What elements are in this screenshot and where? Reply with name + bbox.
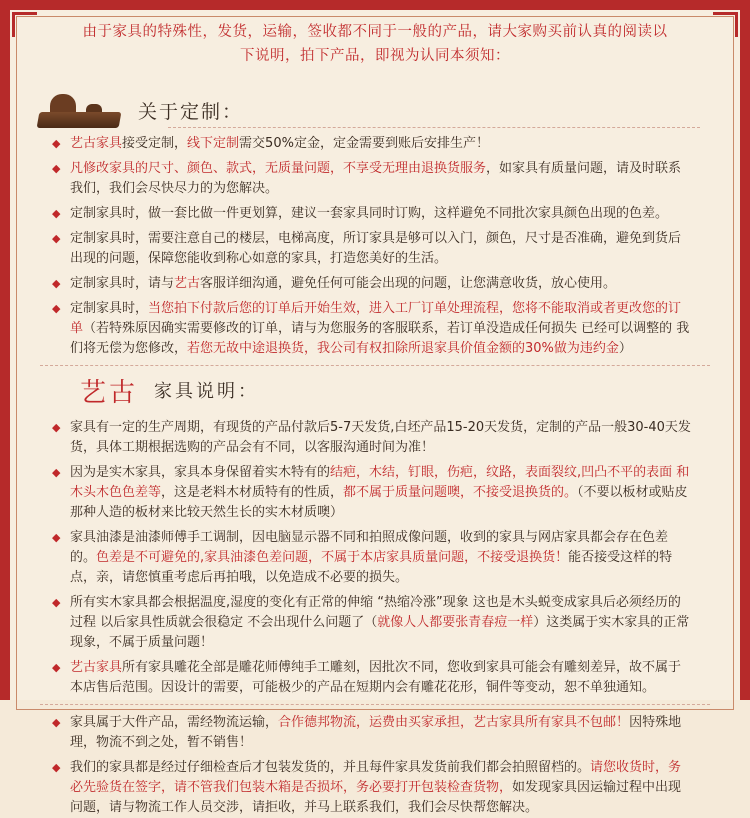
highlight-text: 合作德邦物流，运费由买家承担， bbox=[278, 715, 474, 730]
rule-item bbox=[52, 713, 692, 753]
diamond-bullet-icon: ◆ bbox=[52, 466, 61, 479]
corner-ornament-right bbox=[713, 12, 738, 37]
rule-text: （不要以板材或贴皮那种人造的板材来比较天然生长的实木材质噢） bbox=[70, 485, 688, 520]
intro-line-1: 由于家具的特殊性，发货，运输，签收都不同于一般的产品，请大家购买前认真的阅读以 bbox=[82, 24, 668, 40]
brand-name: 艺古 bbox=[174, 276, 201, 291]
rule-text: 定制家具时，请与 bbox=[70, 276, 175, 291]
furniture-section-title: 家具说明： bbox=[154, 381, 260, 402]
custom-section-title: 关于定制： bbox=[138, 101, 244, 123]
highlight-text: 就像人人都要张青春痘一样 bbox=[377, 615, 534, 630]
rule-text: 家具属于大件产品，需经物流运输， bbox=[70, 715, 279, 730]
rule-text: 定制家具时， bbox=[70, 301, 149, 316]
rule-item bbox=[52, 658, 692, 698]
rule-text: ）这类属于实木家具的正常现象，不属于质量问题！ bbox=[70, 615, 690, 650]
rule-text: 因为是实木家具，家具本身保留着实木特有的 bbox=[70, 465, 331, 480]
rule-text: 因特殊地理，物流不到之处，暂不销售！ bbox=[70, 715, 682, 750]
diamond-bullet-icon: ◆ bbox=[52, 421, 61, 434]
rule-text: 家具油漆是油漆师傅手工调制，因电脑显示器不同和拍照成像问题，收到的家具与网店家具都会存在色差的。 bbox=[70, 530, 669, 565]
highlight-text: 都不属于质量问题噢，不接受退换货的。 bbox=[343, 485, 578, 500]
highlight-text: 当您拍下付款后您的订单后开始生效，进入工厂订单处理流程，您将不能取消或者更改您的订单 bbox=[70, 301, 682, 336]
rule-text: （若特殊原因确实需要修改的订单，请与为您服务的客服联系，若订单没造成任何损失 已经可以调整的 我们将无偿为您修改， bbox=[70, 321, 690, 356]
brand-name: 艺古 bbox=[473, 715, 500, 730]
rule-text: 所有实木家具都会根据温度,湿度的变化有正常的伸缩 “热缩冷涨”现象 这也是木头蜕变成家具后必须经历的过程 以后家具性质就会很稳定 不会出现什么问题了（ bbox=[70, 595, 681, 630]
rule-text: 客服详细沟通，避免任何可能会出现的问题，让您满意收货，放心使用。 bbox=[200, 276, 617, 291]
diamond-bullet-icon: ◆ bbox=[52, 162, 61, 175]
intro-notice bbox=[70, 20, 680, 68]
diamond-bullet-icon: ◆ bbox=[52, 207, 61, 220]
brand-name: 艺古家具 bbox=[70, 136, 123, 151]
rule-text: ，如家具有质量问题，请及时联系我们，我们会尽快尽力的为您解决。 bbox=[70, 161, 682, 196]
highlight-text: 结疤，木结，钉眼，伤疤，纹路，表面裂纹,凹凸不平的表面 和木头木色色差等 bbox=[70, 465, 690, 500]
diamond-bullet-icon: ◆ bbox=[52, 137, 61, 150]
furniture-section-header bbox=[80, 366, 740, 414]
rule-text: ，这是老料木材质特有的性质， bbox=[161, 485, 344, 500]
intro-line-2: 下说明，拍下产品，即视为认同本须知： bbox=[240, 48, 510, 64]
diamond-bullet-icon: ◆ bbox=[52, 716, 61, 729]
corner-ornament-left bbox=[12, 12, 37, 37]
rule-text: 家具有一定的生产周期，有现货的产品付款后5-7天发货,白坯产品15-20天发货，定制的产品一般30-40天发货，具体工期根据选购的产品会有不同，以客服沟通时间为准！ bbox=[70, 420, 691, 455]
rule-text: 定制家具时，需要注意自己的楼层，电梯高度，所订家具是够可以入门，颜色，尺寸是否准确，避免到货后出现的问题，保障您能收到称心如意的家具，打造您美好的生活。 bbox=[70, 231, 682, 266]
diamond-bullet-icon: ◆ bbox=[52, 661, 61, 674]
highlight-text: 若您无故中途退换货，我公司有权扣除所退家具价值金额的30%做为违约金 bbox=[187, 341, 619, 356]
rule-item bbox=[52, 758, 692, 818]
rule-item bbox=[52, 204, 692, 224]
custom-rules-list bbox=[10, 134, 740, 359]
rule-text: 接受定制， bbox=[122, 136, 188, 151]
section-divider bbox=[40, 704, 710, 705]
shipping-rules-list bbox=[10, 713, 740, 818]
highlight-text: 线下定制 bbox=[187, 136, 240, 151]
rule-text: 能否接受这样的特点，亲，请您慎重考虑后再拍哦，以免造成不必要的损失。 bbox=[70, 550, 673, 585]
rule-item bbox=[52, 159, 692, 199]
rule-text: ） bbox=[618, 341, 632, 356]
brand-name: 艺古家具 bbox=[70, 660, 123, 675]
rule-item bbox=[52, 299, 692, 359]
rule-text: 定制家具时，做一套比做一件更划算，建议一套家具同时订购，这样避免不同批次家具颜色出现的色差。 bbox=[70, 206, 669, 221]
rule-text: 我们的家具都是经过仔细检查后才包装发货的，并且每件家具发货前我们都会拍照留档的。 bbox=[70, 760, 591, 775]
diamond-bullet-icon: ◆ bbox=[52, 761, 61, 774]
highlight-text: 请您收货时，务必先验货在签字，请不管我们包装木箱是否损坏，务必要打开包装检查货物， bbox=[70, 760, 682, 795]
furniture-rules-list bbox=[10, 418, 740, 698]
rule-item bbox=[52, 229, 692, 269]
brand-logo-text: 艺古 bbox=[80, 377, 139, 408]
diamond-bullet-icon: ◆ bbox=[52, 596, 61, 609]
diamond-bullet-icon: ◆ bbox=[52, 232, 61, 245]
rule-text: 需交50%定金，定金需要到账后安排生产！ bbox=[239, 136, 489, 151]
rule-text: 如发现家具因运输过程中出现问题，请与物流工作人员交涉，请拒收，并马上联系我们，我们会尽快帮您解决。 bbox=[70, 780, 682, 815]
diamond-bullet-icon: ◆ bbox=[52, 531, 61, 544]
diamond-bullet-icon: ◆ bbox=[52, 277, 61, 290]
wood-plane-icon bbox=[38, 92, 124, 130]
rule-item bbox=[52, 593, 692, 653]
diamond-bullet-icon: ◆ bbox=[52, 302, 61, 315]
highlight-text: 家具所有家具不包邮！ bbox=[499, 715, 630, 730]
rule-item bbox=[52, 463, 692, 523]
section-divider bbox=[168, 127, 700, 128]
rule-item bbox=[52, 418, 692, 458]
highlight-text: 凡修改家具的尺寸、颜色、款式，无质量问题，不享受无理由退换货服务 bbox=[70, 161, 487, 176]
rule-item bbox=[52, 134, 692, 154]
rule-item bbox=[52, 528, 692, 588]
highlight-text: 色差是不可避免的,家具油漆色差问题，不属于本店家具质量问题，不接受退换货！ bbox=[96, 550, 569, 565]
custom-section-header bbox=[38, 68, 740, 130]
rule-item bbox=[52, 274, 692, 294]
rule-text: 所有家具雕花全部是雕花师傅纯手工雕刻，因批次不同，您收到家具可能会有雕刻差异，故不属于本店售后范围。因设计的需要，可能极少的产品在短期内会有雕花花形，铜件等变动，恕不单独通知。 bbox=[70, 660, 682, 695]
